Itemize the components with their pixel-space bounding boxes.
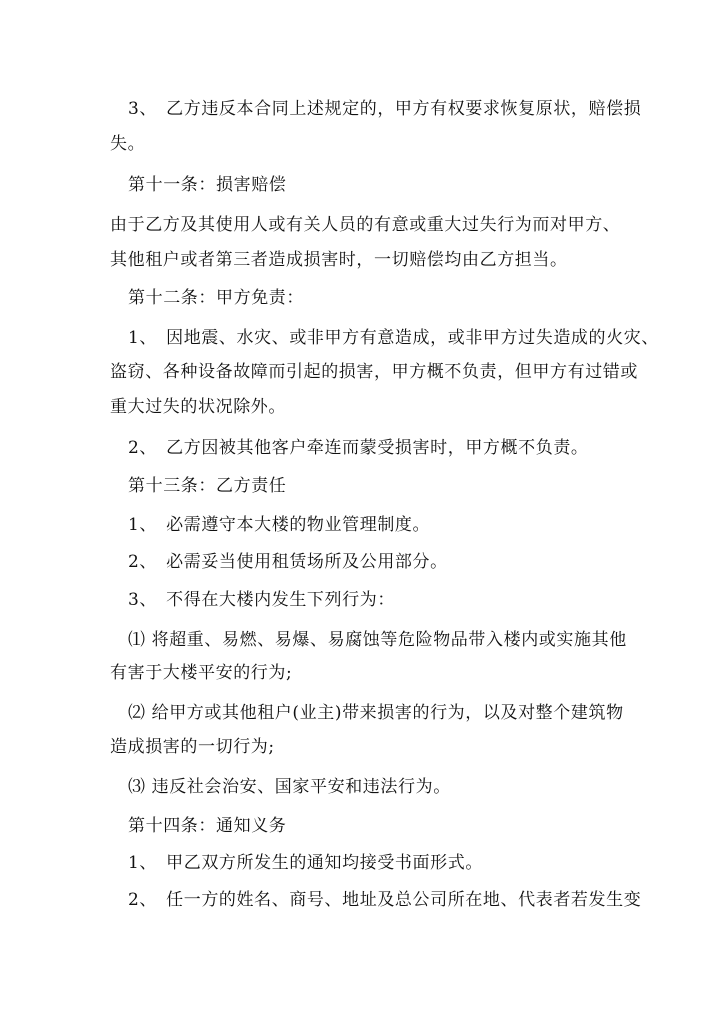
clause-12-item-1-line-2: 盗窃、各种设备故障而引起的损害，甲方概不负责，但甲方有过错或 bbox=[110, 362, 638, 382]
clause-12-item-1-line-3: 重大过失的状况除外。 bbox=[110, 397, 286, 417]
clause-11-body-line-2: 其他租户或者第三者造成损害时，一切赔偿均由乙方担当。 bbox=[110, 250, 568, 270]
clause-14-heading: 第十四条：通知义务 bbox=[128, 816, 287, 836]
clause-13-subitem-2-line-1: ⑵ 给甲方或其他租户(业主)带来损害的行为，以及对整个建筑物 bbox=[128, 703, 624, 723]
clause-11-body-line-1: 由于乙方及其使用人或有关人员的有意或重大过失行为而对甲方、 bbox=[110, 215, 621, 235]
clause-12-item-1-line-1: 1、 因地震、水灾、或非甲方有意造成，或非甲方过失造成的火灾、 bbox=[128, 328, 659, 348]
clause-13-heading: 第十三条：乙方责任 bbox=[128, 476, 287, 496]
clause-13-item-2: 2、 必需妥当使用租赁场所及公用部分。 bbox=[128, 552, 448, 572]
clause-10-item-3-line-1: 3、 乙方违反本合同上述规定的，甲方有权要求恢复原状，赔偿损 bbox=[128, 99, 642, 119]
clause-13-item-1: 1、 必需遵守本大楼的物业管理制度。 bbox=[128, 515, 431, 535]
clause-14-item-1: 1、 甲乙双方所发生的通知均接受书面形式。 bbox=[128, 853, 483, 873]
clause-13-subitem-2-line-2: 造成损害的一切行为; bbox=[110, 737, 275, 757]
clause-13-item-3: 3、 不得在大楼内发生下列行为： bbox=[128, 590, 395, 610]
clause-12-item-2: 2、 乙方因被其他客户牵连而蒙受损害时，甲方概不负责。 bbox=[128, 438, 589, 458]
clause-13-subitem-1-line-2: 有害于大楼平安的行为; bbox=[110, 663, 293, 683]
clause-13-subitem-3: ⑶ 违反社会治安、国家平安和违法行为。 bbox=[128, 777, 451, 797]
clause-12-heading: 第十二条：甲方免责： bbox=[128, 288, 304, 308]
clause-11-heading: 第十一条：损害赔偿 bbox=[128, 175, 287, 195]
clause-13-subitem-1-line-1: ⑴ 将超重、易燃、易爆、易腐蚀等危险物品带入楼内或实施其他 bbox=[128, 630, 627, 650]
clause-10-item-3-line-2: 失。 bbox=[110, 134, 146, 154]
clause-14-item-2-line-1: 2、 任一方的姓名、商号、地址及总公司所在地、代表者若发生变 bbox=[128, 890, 642, 910]
